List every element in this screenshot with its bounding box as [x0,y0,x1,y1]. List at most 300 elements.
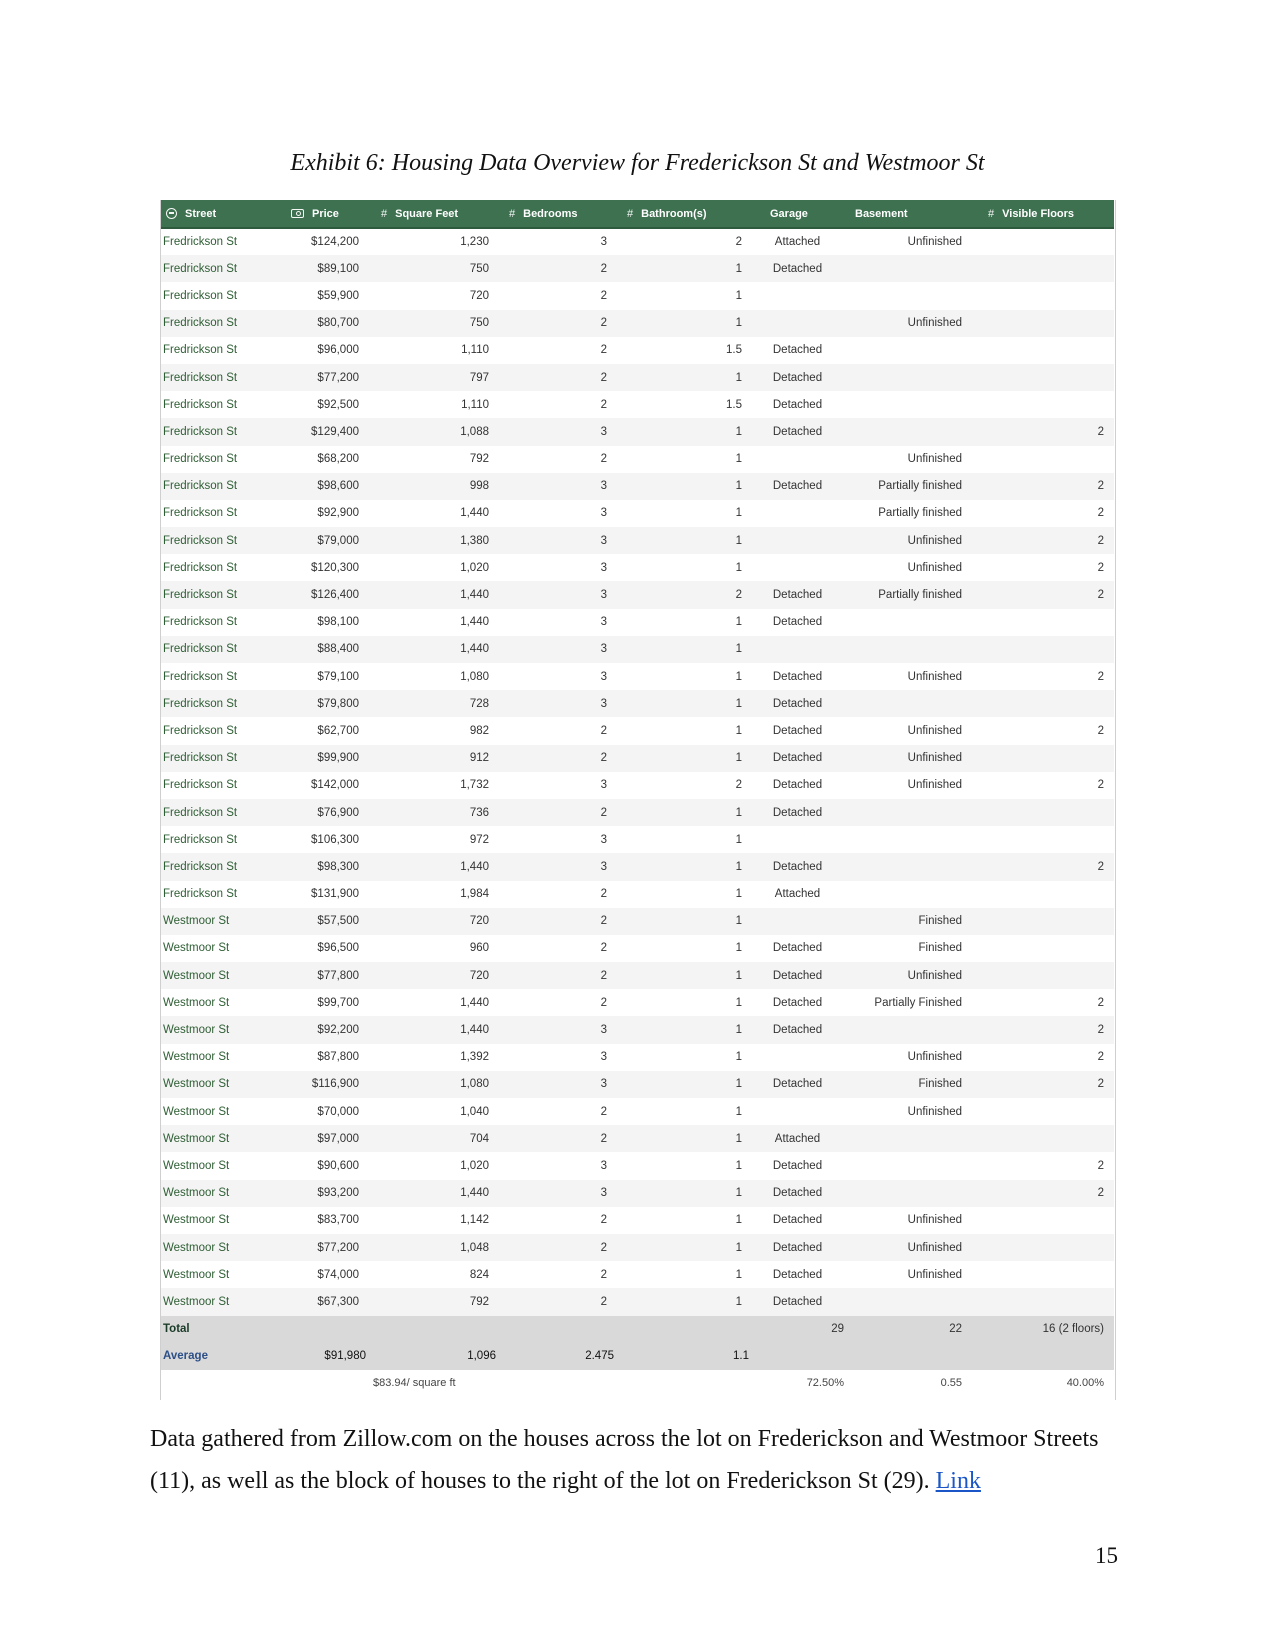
cell-bathrooms: 1 [735,1051,742,1064]
average-label: Average [163,1350,208,1362]
number-icon: # [988,207,995,220]
cell-street: Fredrickson St [163,670,238,683]
cell-garage: Detached [772,860,823,873]
table-row [160,282,1114,309]
cell-street: Fredrickson St [163,616,238,629]
cell-bathrooms: 1 [735,534,742,547]
cell-visible-floors [978,391,1114,418]
cell-garage: Attached [774,888,821,901]
cell-bedrooms: 3 [600,507,607,520]
table-row [160,364,1114,391]
housing-table-wrapper [160,200,1114,1397]
cell-bathrooms: 1 [735,371,742,384]
cell-visible-floors [978,826,1114,853]
cell-square-feet: 1,020 [460,561,489,574]
cell-bedrooms: 2 [600,453,607,466]
cell-street: Westmoor St [163,1132,230,1145]
cell-garage [750,908,845,935]
cell-bedrooms: 3 [600,561,607,574]
total-row [160,1316,1114,1343]
cell-basement [845,1152,978,1179]
cell-basement: Finished [918,915,962,928]
cell-bedrooms: 2 [600,289,607,302]
cell-garage: Detached [772,1187,823,1200]
cell-basement [845,1180,978,1207]
cell-square-feet: 750 [469,262,489,275]
cell-basement [845,690,978,717]
cell-bedrooms: 2 [600,317,607,330]
cell-visible-floors [978,908,1114,935]
cell-garage: Detached [772,371,823,384]
cell-bathrooms: 1.5 [726,398,742,411]
cell-street: Westmoor St [163,1159,230,1172]
basement-ratio: 0.55 [940,1377,962,1389]
cell-basement [845,337,978,364]
table-row [160,1288,1114,1315]
table-row [160,473,1114,500]
cell-bedrooms: 3 [600,643,607,656]
cell-price: $98,100 [317,616,359,629]
cell-visible-floors [978,1234,1114,1261]
total-label: Total [163,1323,190,1335]
source-link[interactable]: Link [935,1468,981,1494]
cell-street: Westmoor St [163,1295,230,1308]
cell-garage: Detached [772,996,823,1009]
cell-square-feet: 720 [469,915,489,928]
cell-garage [750,826,845,853]
cell-square-feet: 1,110 [461,398,489,411]
cell-garage [750,310,845,337]
cell-visible-floors [978,962,1114,989]
cell-bedrooms: 3 [600,480,607,493]
cell-price: $76,900 [317,806,359,819]
cell-bedrooms: 2 [600,1268,607,1281]
table-row [160,1098,1114,1125]
cell-visible-floors [978,1207,1114,1234]
col-header-street[interactable]: Street [160,200,277,228]
table-body [160,228,1114,1316]
cell-square-feet: 1,440 [460,589,489,602]
cell-bathrooms: 1 [735,1241,742,1254]
cell-bedrooms: 2 [600,1105,607,1118]
cell-square-feet: 1,392 [460,1051,489,1064]
cell-bedrooms: 2 [600,996,607,1009]
cell-basement [845,255,978,282]
cell-basement [845,826,978,853]
cell-basement: Unfinished [907,1241,962,1254]
table-row [160,310,1114,337]
cell-bedrooms: 2 [600,942,607,955]
cell-bedrooms: 3 [600,589,607,602]
cell-price: $92,500 [317,398,359,411]
table-row [160,391,1114,418]
cell-basement [845,282,978,309]
cell-basement [845,1125,978,1152]
cell-visible-floors [978,636,1114,663]
cell-street: Westmoor St [163,942,230,955]
cell-visible-floors [978,282,1114,309]
cell-price: $106,300 [311,833,359,846]
cell-garage: Attached [774,1132,821,1145]
cell-visible-floors [978,745,1114,772]
cell-bedrooms: 3 [600,534,607,547]
cell-price: $93,200 [317,1187,359,1200]
cell-street: Fredrickson St [163,860,238,873]
col-header-visible-floors[interactable]: # Visible Floors [978,200,1114,228]
floors-percent: 40.00% [1066,1377,1104,1389]
col-header-garage[interactable]: Garage [750,200,845,228]
cell-bathrooms: 1 [735,1159,742,1172]
col-header-bathrooms[interactable]: # Bathroom(s) [615,200,750,228]
cell-garage [750,636,845,663]
cell-bathrooms: 1 [735,697,742,710]
cell-visible-floors: 2 [1097,670,1104,683]
cell-bathrooms: 1 [735,453,742,466]
cell-street: Westmoor St [163,969,230,982]
cell-visible-floors [978,364,1114,391]
cell-basement: Unfinished [907,1268,962,1281]
cell-garage: Attached [774,236,821,249]
cell-bathrooms: 1 [735,996,742,1009]
cell-price: $120,300 [311,561,359,574]
cell-basement: Finished [918,942,962,955]
table-row [160,853,1114,880]
cell-price: $77,800 [317,969,359,982]
cell-square-feet: 998 [469,480,489,493]
cell-square-feet: 1,080 [460,670,489,683]
col-header-bedrooms[interactable]: # Bedrooms [497,200,615,228]
average-price: $91,980 [324,1350,366,1362]
cell-basement: Unfinished [907,752,962,765]
cell-square-feet: 1,440 [460,643,489,656]
table-row [160,1016,1114,1043]
col-header-basement[interactable]: Basement [845,200,978,228]
cell-price: $57,500 [317,915,359,928]
cell-garage: Detached [772,969,823,982]
cell-visible-floors [978,881,1114,908]
cell-visible-floors [978,1288,1114,1315]
cell-bedrooms: 2 [600,344,607,357]
cell-visible-floors [978,1125,1114,1152]
cell-bedrooms: 2 [600,371,607,384]
col-header-price[interactable]: Price [277,200,367,228]
table-row [160,418,1114,445]
table-row [160,554,1114,581]
cell-bedrooms: 3 [600,697,607,710]
cell-garage: Detached [772,1078,823,1091]
cell-basement: Partially finished [878,589,962,602]
cell-street: Fredrickson St [163,643,238,656]
cell-visible-floors: 2 [1097,1051,1104,1064]
cell-square-feet: 720 [469,289,489,302]
cell-basement [845,636,978,663]
cell-garage [750,446,845,473]
cell-price: $124,200 [311,236,359,249]
cell-price: $92,900 [317,507,359,520]
cell-visible-floors: 2 [1097,996,1104,1009]
cell-visible-floors: 2 [1097,1078,1104,1091]
cell-square-feet: 1,732 [460,779,489,792]
housing-data-table [160,200,1114,1397]
cell-garage: Detached [772,1024,823,1037]
cell-bathrooms: 2 [735,236,742,249]
cell-visible-floors: 2 [1097,561,1104,574]
cell-bedrooms: 3 [600,1078,607,1091]
cell-basement: Unfinished [907,317,962,330]
cell-street: Fredrickson St [163,425,238,438]
average-bedrooms: 2.475 [585,1350,614,1362]
cell-bedrooms: 2 [600,724,607,737]
cell-square-feet: 1,110 [461,344,489,357]
table-row [160,581,1114,608]
cell-bathrooms: 1 [735,1132,742,1145]
cell-bedrooms: 2 [600,398,607,411]
table-row [160,636,1114,663]
cell-basement [845,853,978,880]
cell-bathrooms: 2 [735,779,742,792]
cell-basement: Finished [918,1078,962,1091]
cell-price: $131,900 [311,888,359,901]
cell-street: Fredrickson St [163,262,238,275]
cell-price: $79,000 [317,534,359,547]
cell-square-feet: 1,440 [460,1024,489,1037]
cell-basement: Partially finished [878,480,962,493]
cell-price: $98,600 [317,480,359,493]
cell-visible-floors: 2 [1097,425,1104,438]
cell-price: $92,200 [317,1024,359,1037]
table-row [160,228,1114,255]
table-row [160,663,1114,690]
number-icon: # [509,207,516,220]
table-row [160,527,1114,554]
cell-garage: Detached [772,262,823,275]
cell-street: Westmoor St [163,915,230,928]
cell-bedrooms: 2 [600,752,607,765]
cell-garage: Detached [772,697,823,710]
cell-visible-floors: 2 [1097,507,1104,520]
cell-square-feet: 972 [469,833,489,846]
cell-bathrooms: 1.5 [726,344,742,357]
cell-basement [845,418,978,445]
table-row [160,255,1114,282]
cell-bathrooms: 1 [735,1214,742,1227]
cell-garage: Detached [772,398,823,411]
cell-price: $97,000 [317,1132,359,1145]
price-per-sqft: $83.94/ square ft [373,1377,456,1389]
cell-basement [845,881,978,908]
cell-square-feet: 1,048 [460,1241,489,1254]
cell-bedrooms: 2 [600,1241,607,1254]
cell-basement [845,364,978,391]
cell-square-feet: 728 [469,697,489,710]
cell-bathrooms: 1 [735,860,742,873]
cell-square-feet: 1,088 [460,425,489,438]
cell-square-feet: 720 [469,969,489,982]
cell-bathrooms: 1 [735,317,742,330]
cell-street: Westmoor St [163,1024,230,1037]
cell-square-feet: 1,440 [460,996,489,1009]
cell-visible-floors: 2 [1097,1159,1104,1172]
cell-visible-floors: 2 [1097,724,1104,737]
cell-price: $59,900 [317,289,359,302]
cell-garage: Detached [772,425,823,438]
number-icon: # [627,207,634,220]
cell-price: $99,700 [317,996,359,1009]
cell-price: $68,200 [317,453,359,466]
cell-visible-floors [978,690,1114,717]
table-row [160,500,1114,527]
average-bathrooms: 1.1 [733,1350,749,1362]
cell-square-feet: 797 [469,371,489,384]
cell-street: Fredrickson St [163,236,238,249]
average-sqft: 1,096 [467,1350,496,1362]
cell-bedrooms: 3 [600,236,607,249]
cell-bathrooms: 1 [735,1024,742,1037]
cell-bathrooms: 1 [735,806,742,819]
cell-garage: Detached [772,344,823,357]
table-row [160,446,1114,473]
cell-street: Westmoor St [163,1105,230,1118]
cell-street: Fredrickson St [163,344,238,357]
per-unit-row [160,1370,1114,1397]
cell-bedrooms: 2 [600,1214,607,1227]
cell-square-feet: 1,440 [460,507,489,520]
cell-price: $77,200 [317,1241,359,1254]
cell-garage [750,1044,845,1071]
cell-bedrooms: 2 [600,262,607,275]
cell-visible-floors [978,609,1114,636]
cell-bedrooms: 2 [600,1132,607,1145]
cell-visible-floors: 2 [1097,589,1104,602]
cell-basement: Unfinished [907,969,962,982]
cell-street: Fredrickson St [163,589,238,602]
cell-square-feet: 1,380 [460,534,489,547]
cell-visible-floors [978,1261,1114,1288]
cell-bathrooms: 1 [735,969,742,982]
cell-square-feet: 1,020 [460,1159,489,1172]
cell-price: $96,500 [317,942,359,955]
cell-basement: Unfinished [907,1214,962,1227]
cell-garage [750,1098,845,1125]
cell-bedrooms: 3 [600,1024,607,1037]
cell-basement: Unfinished [907,236,962,249]
cell-square-feet: 1,440 [460,616,489,629]
cell-visible-floors: 2 [1097,860,1104,873]
cell-visible-floors [978,799,1114,826]
cell-basement [845,1016,978,1043]
cell-bedrooms: 3 [600,670,607,683]
cell-basement: Unfinished [907,1051,962,1064]
cell-bathrooms: 1 [735,425,742,438]
cell-street: Fredrickson St [163,371,238,384]
cell-garage [750,500,845,527]
cell-square-feet: 960 [469,942,489,955]
cell-price: $79,100 [317,670,359,683]
cell-price: $99,900 [317,752,359,765]
cell-price: $80,700 [317,317,359,330]
cell-visible-floors [978,337,1114,364]
cell-garage: Detached [772,670,823,683]
cell-bedrooms: 2 [600,915,607,928]
cell-bathrooms: 2 [735,589,742,602]
cell-bathrooms: 1 [735,262,742,275]
total-garage: 29 [831,1323,844,1335]
cell-bedrooms: 2 [600,969,607,982]
col-header-square-feet[interactable]: # Square Feet [367,200,497,228]
cell-bathrooms: 1 [735,670,742,683]
cell-basement: Partially finished [878,507,962,520]
table-row [160,908,1114,935]
cell-garage: Detached [772,589,823,602]
cell-visible-floors [978,255,1114,282]
table-row [160,989,1114,1016]
cell-garage [750,282,845,309]
cell-price: $79,800 [317,697,359,710]
table-row [160,1261,1114,1288]
money-icon [291,209,304,218]
cell-garage: Detached [772,1268,823,1281]
cell-bathrooms: 1 [735,643,742,656]
data-source-note [150,1418,1140,1502]
cell-bathrooms: 1 [735,1268,742,1281]
cell-bedrooms: 3 [600,1187,607,1200]
table-row [160,962,1114,989]
cell-square-feet: 824 [469,1268,489,1281]
total-basement: 22 [949,1323,962,1335]
cell-street: Fredrickson St [163,398,238,411]
table-row [160,1125,1114,1152]
cell-street: Fredrickson St [163,289,238,302]
cell-square-feet: 792 [469,453,489,466]
cell-street: Westmoor St [163,1214,230,1227]
cell-visible-floors: 2 [1097,779,1104,792]
cell-garage: Detached [772,1241,823,1254]
cell-garage: Detached [772,942,823,955]
cell-price: $74,000 [317,1268,359,1281]
table-row [160,799,1114,826]
table-row [160,935,1114,962]
cell-bathrooms: 1 [735,1187,742,1200]
cell-price: $142,000 [311,779,359,792]
cell-basement: Unfinished [907,670,962,683]
cell-basement: Unfinished [907,453,962,466]
cell-bathrooms: 1 [735,1105,742,1118]
cell-basement [845,391,978,418]
cell-basement [845,1288,978,1315]
cell-bedrooms: 3 [600,425,607,438]
cell-square-feet: 1,142 [460,1214,489,1227]
average-row [160,1343,1114,1370]
cell-visible-floors [978,446,1114,473]
page-number: 15 [1095,1543,1118,1568]
cell-street: Fredrickson St [163,507,238,520]
cell-street: Westmoor St [163,1051,230,1064]
cell-square-feet: 1,040 [460,1105,489,1118]
cell-street: Westmoor St [163,996,230,1009]
cell-bedrooms: 3 [600,1051,607,1064]
cell-street: Fredrickson St [163,480,238,493]
cell-street: Fredrickson St [163,534,238,547]
cell-bedrooms: 3 [600,860,607,873]
garage-percent: 72.50% [806,1377,844,1389]
table-row [160,1234,1114,1261]
cell-bedrooms: 3 [600,1159,607,1172]
cell-bathrooms: 1 [735,833,742,846]
cell-basement [845,609,978,636]
table-row [160,1071,1114,1098]
cell-bedrooms: 3 [600,779,607,792]
cell-bathrooms: 1 [735,616,742,629]
